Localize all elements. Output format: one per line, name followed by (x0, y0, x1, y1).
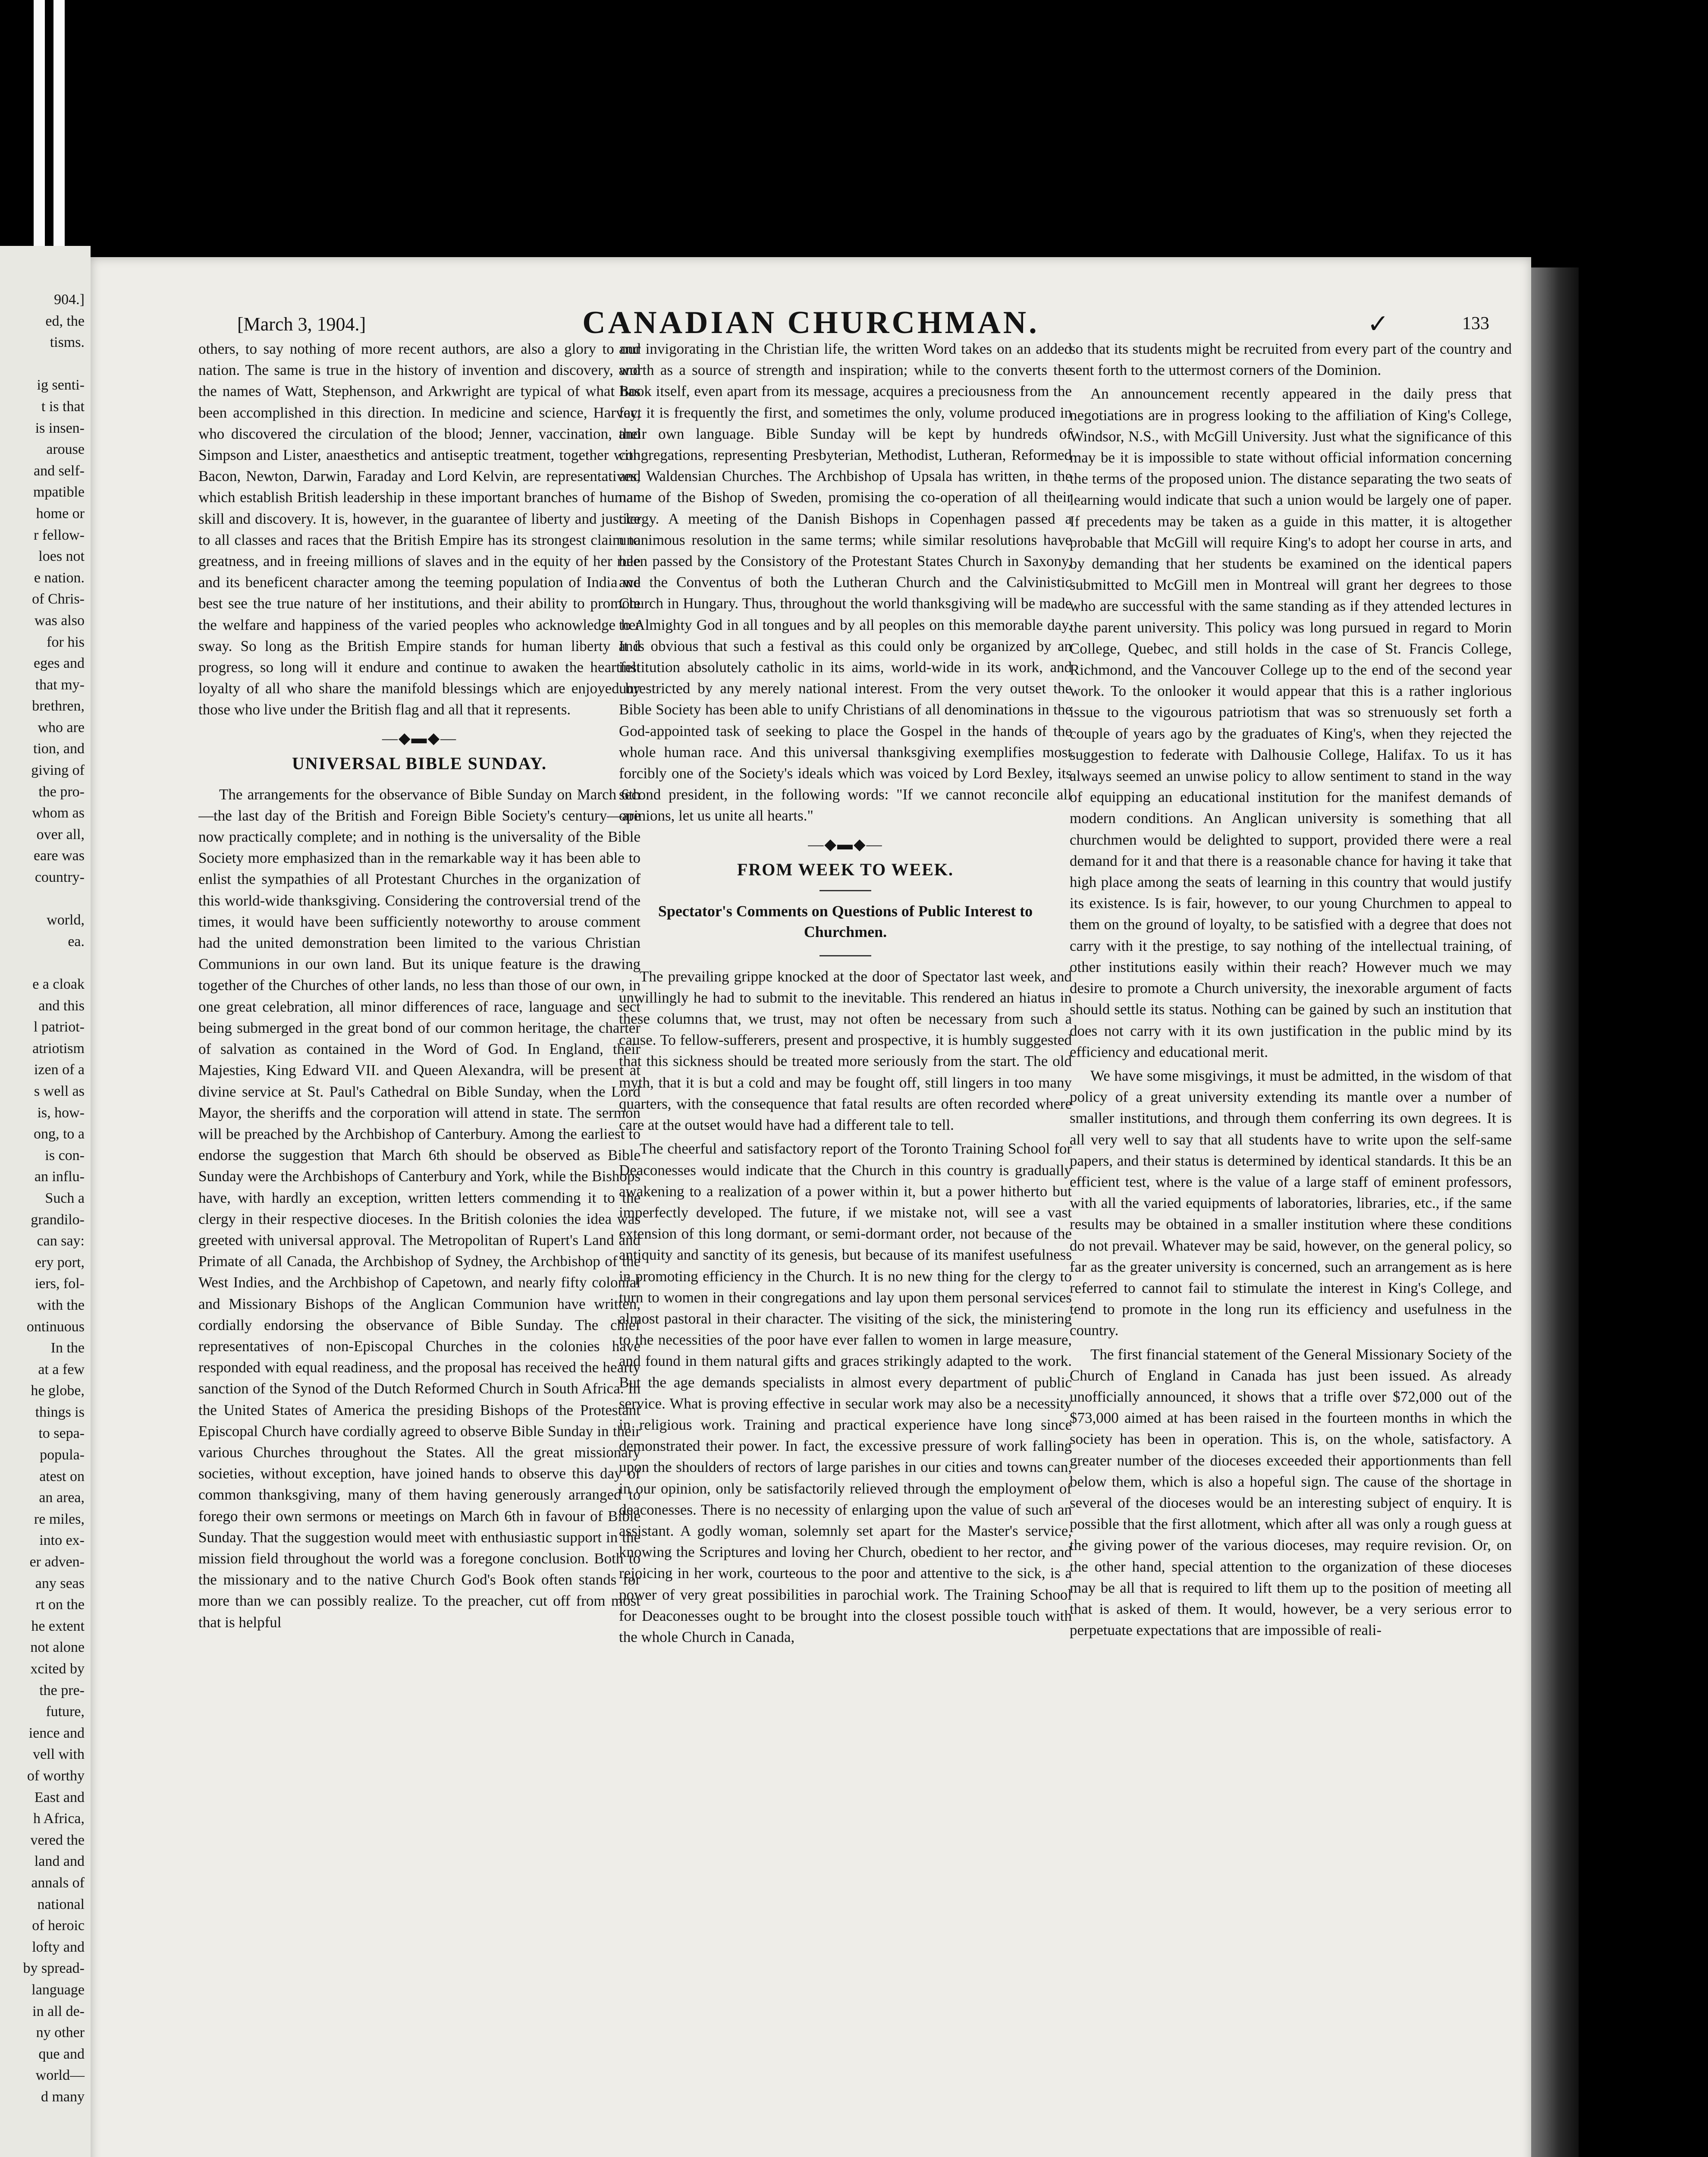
facing-page-line: is insen- (35, 420, 85, 436)
facing-page-line: mpatible (33, 484, 85, 500)
article-heading: UNIVERSAL BIBLE SUNDAY. (292, 753, 547, 773)
facing-page-line: he extent (31, 1618, 85, 1634)
facing-page-line: country- (35, 869, 85, 886)
facing-page-line: not alone (30, 1639, 85, 1656)
facing-page-line: and this (38, 997, 85, 1014)
facing-page-line: eare was (34, 848, 85, 864)
facing-page-line: and self- (33, 462, 85, 479)
facing-page-line: in all de- (32, 2003, 85, 2019)
facing-page-line: atest on (39, 1468, 85, 1484)
article-paragraph: The cheerful and satisfactory report of the Toronto Training School for Deaconesses would indicate that the Church in this country is gradually awakening to a realization of a power within it, but a power hitherto but imperfectly developed. The future, if we mistake not, will see a vast extension of this long dormant, or semi-dormant order, not because of the antiquity and sanctity of its genesis, but because of its manifest usefulness in promoting efficiency in the Church. It is no new thing for the clergy to turn to women in their congregations and lay upon them personal services almost pastoral in their character. The visiting of the sick, the ministering to the necessities of the poor have ever fallen to women in large measure, and found in them natural gifts and graces strikingly adapted to the work. But the age demands specialists in almost every department of public service. What is proving effective in secular work may also be a necessity in religious work. Training and practical experience have long since demonstrated their power. In fact, the excessive pressure of work falling upon the shoulders of rectors of large parishes in our cities and towns can, in our opinion, only be satisfactorily relieved through the employment of deaconesses. There is no necessity of enlarging upon the value of such an assistant. A godly woman, solemnly set apart for the Master's service, knowing the Scriptures and loving her Church, obedient to her rector, and rejoicing in her work, courteous to the poor and attentive to the sick, is a power of very great possibilities in parochial work. The Training School for Deaconesses ought to be brought into the closest possible touch with the whole Church in Canada, (619, 1140, 1072, 1645)
facing-page-line: with the (37, 1297, 85, 1313)
facing-page-line: can say: (37, 1233, 85, 1249)
facing-page-line: was also (34, 612, 85, 629)
facing-page-line: of heroic (32, 1918, 85, 1934)
facing-page-line: at a few (38, 1361, 85, 1377)
facing-page-line: h Africa, (33, 1811, 85, 1827)
page-stack-edge (1531, 267, 1579, 2157)
facing-page-line: In the (50, 1340, 85, 1356)
issue-date: [March 3, 1904.] (237, 314, 366, 335)
facing-page-line: ny other (36, 2025, 85, 2041)
facing-page-line: que and (38, 2046, 85, 2062)
facing-page-line: l patriot- (33, 1019, 85, 1035)
facing-page-line: giving of (31, 762, 85, 779)
article-paragraph: others, to say nothing of more recent authors, are also a glory to our nation. The same is true in the history of invention and discovery, and the names of Watt, Stephenson, and Arkwright are typical of what has been accomplished in this direction. In medicine and science, Harvey, who discovered the circulation of the blood; Jenner, vaccination, and Simpson and Lister, anaesthetics and antiseptic treatment, together with Bacon, Newton, Darwin, Faraday and Lord Kelvin, are representatives, which establish British leadership in these important branches of human skill and discovery. It is, however, in the guarantee of liberty and justice to all classes and races that the British Empire has its strongest claim to greatness, and in freeing millions of slaves and in the equity of her rule and its beneficent character among the teeming population of India we best see the true nature of her institutions, and their ability to promote the welfare and happiness of the varied peoples who acknowledge her sway. So long as the British Empire stands for human liberty and progress, so long will it endure and continue to awaken the heartfelt loyalty of all who share the manifold blessings which are enjoyed by those who live under the British flag and all that it represents. (198, 340, 640, 718)
facing-page-line: tisms. (50, 334, 85, 351)
article-paragraph: The arrangements for the observance of Bible Sunday on March 6th—the last day of the British and Foreign Bible Society's century—are now practically complete; and in nothing is the universality of the Bible Society more emphasized than in the remarkable way it has been able to enlist the sympathies of all Protestant Churches in the organization of this world-wide thanksgiving. Considering the controversial trend of the times, it would have been sufficiently noteworthy to arouse comment had the united demonstration been limited to the various Christian Communions in our own land. But its unique feature is the drawing together of the Churches of other lands, no less than those of our own, in one great celebration, all minor differences of race, language and sect being submerged in the great bond of our common heritage, the charter of salvation as contained in the Word of God. In England, their Majesties, King Edward VII. and Queen Alexandra, will be present at divine service at St. Paul's Cathedral on Bible Sunday, when the Lord Mayor, the sheriffs and the corporation will attend in state. The sermon will be preached by the Archbishop of Canterbury. Among the earliest to endorse the suggestion that March 6th should be observed as Bible Sunday were the Archbishops of Canterbury and York, while the Bishops have, with hardly an exception, written letters commending it to the clergy in their respective dioceses. In the British colonies the idea was greeted with universal approval. The Metropolitan of Rupert's Land and Primate of all Canada, the Archbishop of Sydney, the Archbishop of the West Indies, and the Archbishop of Capetown, and nearly fifty colonial and Missionary Bishops of the Anglican Communion have written, cordially endorsing the observance of Bible Sunday. The chief representatives of non-Episcopal Churches in the colonies have responded with equal readiness, and the proposal has received the hearty sanction of the Synod of the Dutch Reformed Church in South Africa. In the United States of America the presiding Bishops of the Protestant Episcopal Church have cordially agreed to observe Bible Sunday in their various Churches throughout the States. All the great missionary societies, without exception, have joined hands to observe this day of common thanksgiving, many of them having generously arranged to forego their own sermons or meetings on March 6th in favour of Bible Sunday. That the suggestion would meet with enthusiastic support in the mission field throughout the world was a foregone conclusion. Both to the missionary and to the native Church God's Book often stands for more than we can possibly realize. To the preacher, cut off from most that is helpful (198, 786, 640, 1631)
facing-page-line: grandilo- (31, 1211, 85, 1228)
facing-page-line: language (31, 1981, 85, 1998)
masthead-title: CANADIAN CHURCHMAN. (582, 305, 1039, 340)
facing-page-line: t is that (41, 398, 85, 415)
facing-page-line: an area, (39, 1490, 85, 1506)
facing-page-line: s well as (34, 1083, 85, 1099)
facing-page-line: things is (35, 1404, 85, 1420)
facing-page-line: brethren, (32, 698, 85, 714)
facing-page-line: he globe, (31, 1383, 85, 1399)
facing-page-line: iers, fol- (35, 1276, 85, 1292)
facing-page-line: vered the (30, 1832, 85, 1848)
facing-page-line: ience and (28, 1725, 85, 1741)
facing-page-line: Such a (45, 1190, 85, 1206)
facing-page-line (0, 888, 91, 910)
ornament-divider-icon: —◆▬◆— (808, 835, 883, 853)
facing-page-line: is, how- (37, 1104, 85, 1121)
facing-page-line: who are (38, 719, 85, 736)
facing-page-line: eges and (33, 655, 85, 672)
facing-page-line: ontinuous (26, 1318, 85, 1335)
article-paragraph: and invigorating in the Christian life, the written Word takes on an added worth as a source of strength and inspiration; while to the converts the Book itself, even apart from its message, acquires a preciousness from the fact it is frequently the first, and sometimes the only, volume produced in their own language. Bible Sunday will be kept by hundreds of congregations, representing Presbyterian, Methodist, Lutheran, Reformed and Waldensian Churches. The Archbishop of Upsala has written, in the name of the Bishop of Sweden, promising the co-operation of all their clergy. A meeting of the Danish Bishops in Copenhagen passed a unanimous resolution in the same terms; while similar resolutions have been passed by the Consistory of the Protestant States Church in Saxony, and the Conventus of both the Lutheran Church and the Calvinistic Church in Hungary. Thus, throughout the world thanksgiving will be made to Almighty God in all tongues and by all peoples on this memorable day. It is obvious that such a festival as this could only be organized by an institution absolutely catholic in its aims, world-wide in its work, and unrestricted by any merely national interest. From the very outset the Bible Society has been able to unify Christians of all denominations in the God-appointed task of seeking to place the Gospel in the hands of the whole human race. And this universal thanksgiving exemplifies most forcibly one of the Society's ideals which was voiced by Lord Bexley, its second president, in the following words: "If we cannot reconcile all opinions, let us unite all hearts." (619, 340, 1072, 824)
page-header (91, 292, 1531, 340)
facing-page-fragment (0, 246, 91, 2157)
facing-page-line: world, (47, 912, 85, 928)
facing-page-line: popula- (40, 1447, 85, 1463)
facing-page-line: the pro- (38, 783, 85, 800)
facing-page-line: d many (41, 2088, 85, 2105)
divider-rule (819, 955, 871, 956)
facing-page-line: national (37, 1896, 85, 1912)
facing-page-line: 904.] (54, 292, 85, 308)
facing-page-line (0, 353, 91, 375)
facing-page-line: izen of a (34, 1062, 85, 1078)
facing-page-line: East and (34, 1789, 85, 1805)
facing-page-line: of Chris- (32, 591, 85, 607)
facing-page-line: lofty and (32, 1939, 85, 1955)
article-paragraph: The first financial statement of the General Missionary Society of the Church of England in Canada has just been issued. As already unofficially announced, it shows that a trifle over $72,000 out of the $73,000 aimed at has been raised in the fourteen months in which the society has been in operation. This is, on the whole, satisfactory. A greater number of the dioceses exceeded their apportionments than fell below them, which is also a hopeful sign. The cause of the shortage in several of the dioceses would be an interesting subject of enquiry. It is possible that the first allotment, which after all was only a rough guess at the giving power of the various dioceses, may require revision. Or, on the other hand, special attention to the organization of these dioceses may be all that is required to lift them up to the position of meeting all that is asked of them. It would, however, be a very serious error to perpetuate expectations that are impossible of reali- (1070, 1346, 1512, 1639)
facing-page-line: world— (35, 2067, 85, 2084)
facing-page-line: loes not (38, 548, 85, 565)
column-3 (1070, 338, 1512, 2157)
facing-page-line: whom as (32, 805, 85, 821)
facing-page-line: by spread- (23, 1960, 85, 1977)
article-paragraph: so that its students might be recruited from every part of the country and sent forth to the uttermost corners of the Dominion. (1070, 340, 1512, 379)
facing-page-line: the pre- (39, 1682, 85, 1698)
facing-page-line: of worthy (27, 1767, 85, 1784)
article-heading: FROM WEEK TO WEEK. (737, 859, 954, 879)
facing-page-text (0, 289, 91, 2107)
facing-page-line: e a cloak (32, 976, 85, 992)
column-2 (619, 338, 1072, 2157)
facing-page-line: r fellow- (33, 527, 85, 543)
facing-page-line: to sepa- (38, 1425, 85, 1442)
column-1 (198, 338, 640, 2157)
facing-page-line: ea. (68, 933, 85, 950)
article-subheading: Spectator's Comments on Questions of Public Interest to Churchmen. (658, 902, 1033, 940)
facing-page-line: rt on the (35, 1597, 85, 1613)
facing-page-line: e nation. (34, 569, 85, 586)
facing-page-line: ed, the (45, 313, 85, 329)
facing-page-line: xcited by (30, 1661, 85, 1677)
facing-page-line: re miles, (34, 1511, 85, 1527)
facing-page-line: any seas (35, 1575, 85, 1591)
facing-page-line: er adven- (29, 1554, 85, 1570)
facing-page-line: an influ- (34, 1169, 85, 1185)
article-paragraph: An announcement recently appeared in the daily press that negotiations are in progress looking to the affiliation of King's College, Windsor, N.S., with McGill University. Just what the significance of this may be it is impossible to state without official information concerning the terms of the proposed union. The distance separating the two seats of learning would indicate that such a union would be largely one of paper. If precedents may be taken as a guide in this matter, it is altogether probable that McGill will require King's to adopt her course in arts, and by demanding that her students be examined on the identical papers submitted to McGill men in Montreal will grant her degrees to those who are successful with the same standing as if they attended lectures in the parent university. This policy was long pursued in regard to Morin College, Quebec, and still holds in the case of St. Francis College, Richmond, and the Vancouver College up to the end of the second year work. To the onlooker it would appear that this is a rather inglorious issue to the vigourous patriotism that was so strenuously set forth a couple of years ago by the graduates of King's, when they rejected the suggestion to federate with Dalhousie College, Halifax. To us it has always seemed an unwise policy to allow sentiment to stand in the way of equipping an educational institution for the manifest demands of modern conditions. An Anglican university is something that all churchmen would be delighted to support, provided there were a real demand for it and that there is a reasonable chance for having it take that high place among the seats of learning in this country that would justify its existence. Is is fair, however, to our young Churchmen to appeal to them on the ground of loyalty, to be satisfied with a degree that does not carry with it the prestige, to say nothing of the intellectual training, of other institutions easily within their reach? However much we may desire to promote a Church university, the inexorable argument of facts should settle its status. Nothing can be gained by such an institution that does not carry with it its own justification in the public mind by its efficiency and educational merit. (1070, 385, 1512, 1060)
facing-page-line: home or (36, 505, 85, 522)
facing-page-line: ong, to a (33, 1126, 85, 1142)
facing-page-line: atriotism (32, 1040, 85, 1056)
facing-page-line: land and (34, 1853, 85, 1870)
facing-page-line: for his (47, 634, 85, 650)
facing-page-line: vell with (33, 1746, 85, 1763)
facing-page-line: ery port, (35, 1254, 85, 1270)
ornament-divider-icon: —◆▬◆— (382, 729, 457, 747)
pencil-mark-icon: ✓ (1367, 310, 1389, 338)
facing-page-line: annals of (31, 1874, 85, 1891)
facing-page-line: future, (46, 1704, 85, 1720)
facing-page-line: into ex- (39, 1532, 85, 1549)
facing-page-line: is con- (45, 1147, 85, 1163)
facing-page-line: over all, (36, 826, 85, 843)
facing-page-line: that my- (35, 676, 85, 693)
article-paragraph: We have some misgivings, it must be admitted, in the wisdom of that policy of a great university extending its mantle over a number of smaller institutions, and through them conferring its own degrees. It is all very well to say that all students have to write upon the self-same papers, and their status is determined by identical standards. It this be an efficient test, where is the value of a large staff of eminent professors, with all the varied equipments of laboratories, libraries, etc., if the same results may be obtained in a smaller institution where these conditions do not prevail. Whatever may be said, however, on the general policy, so far as the greater university is concerned, such an arrangement as is here referred to cannot fail to stimulate the interest in King's College, and tend to promote in the long run its efficiency and usefulness in the country. (1070, 1067, 1512, 1339)
divider-rule (819, 890, 871, 891)
facing-page-line: arouse (46, 441, 85, 458)
facing-page-line: ig senti- (37, 377, 85, 393)
facing-page-line (0, 952, 91, 974)
facing-page-line: tion, and (33, 741, 85, 757)
article-paragraph: The prevailing grippe knocked at the door of Spectator last week, and unwillingly he had to submit to the inevitable. This rendered an hiatus in these columns that, we trust, may not often be necessary from such a cause. To fellow-sufferers, present and prospective, it is humbly suggested that this sickness should be treated more seriously from the start. The old myth, that it is but a cold and may be fought off, still lingers in too many quarters, with the consequence that fatal results are often recorded where care at the outset would have had a different tale to tell. (619, 968, 1072, 1134)
page-number: 133 (1462, 314, 1489, 333)
newspaper-page (91, 257, 1531, 2157)
